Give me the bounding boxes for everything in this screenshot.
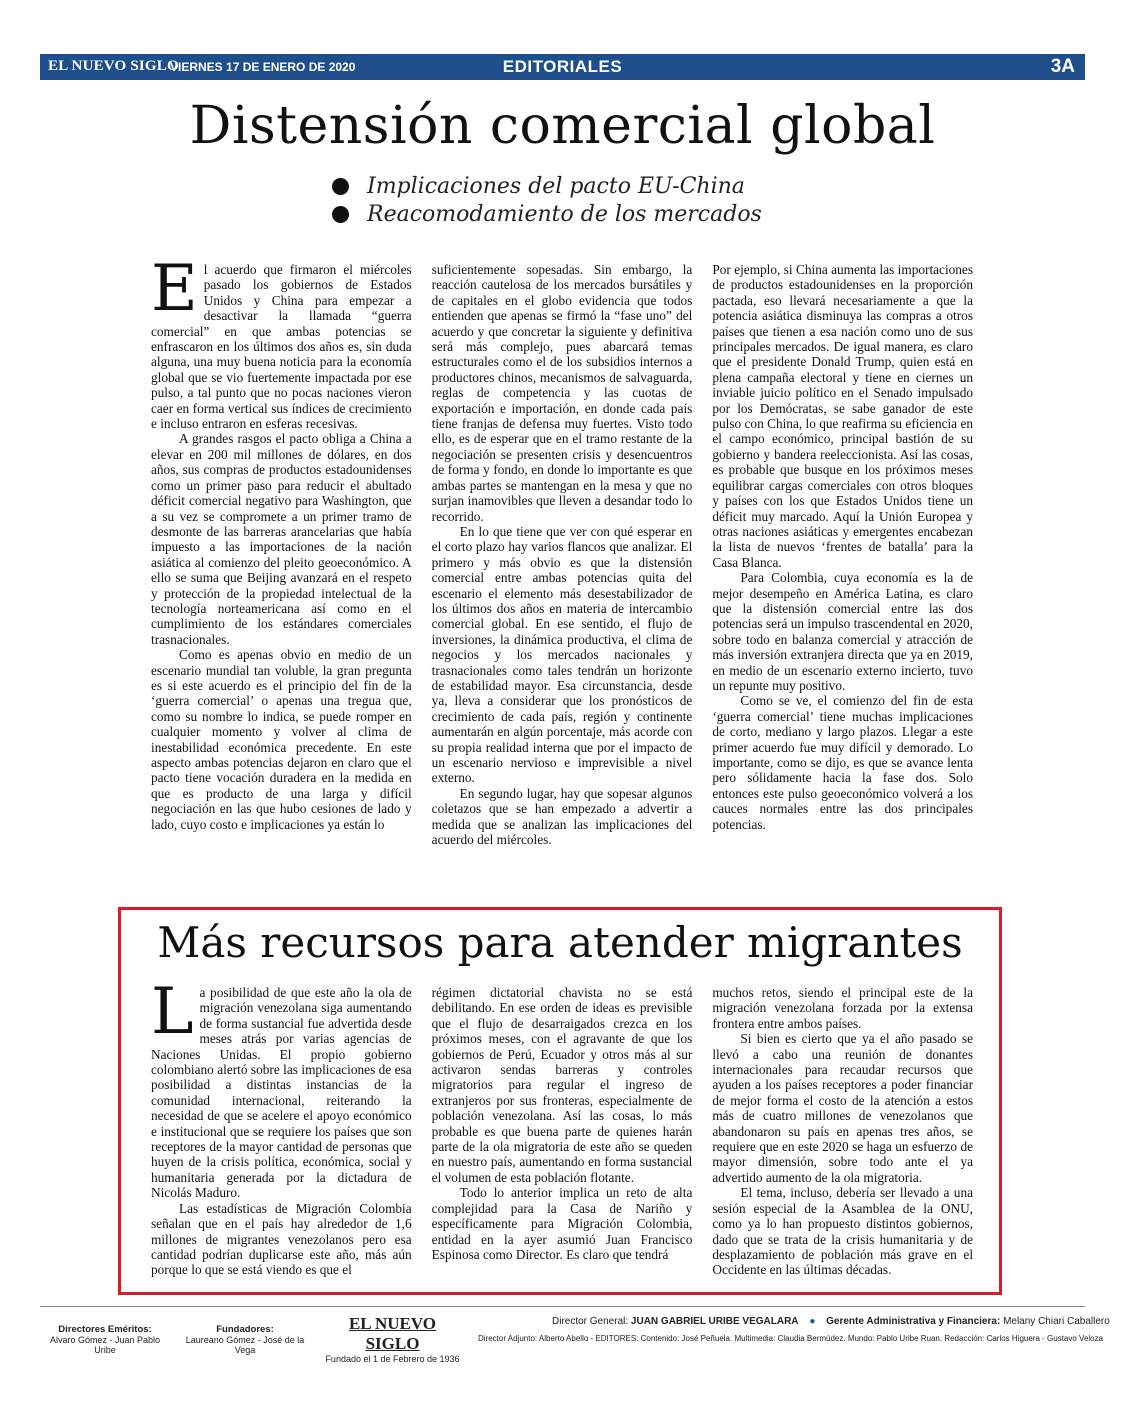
paragraph <box>151 975 412 1201</box>
article1-body <box>151 252 974 848</box>
kicker-item <box>332 172 762 200</box>
article1-column-3 <box>712 262 973 847</box>
masthead-brand: EL NUEVO SIGLO <box>48 58 179 74</box>
article2-column-1 <box>151 975 412 1278</box>
paragraph: Para Colombia, cuya economía es la de mejor desempeño en América Latina, es claro que la distensión comercial entre las dos potencias será un impulso trascendental en 2020, sobre todo en balanza comercial y atracción de más inversión extranjera directa que ya en 2019, en medio de un escenario externo incierto, tuvo un repunte muy positivo. <box>712 570 974 693</box>
paragraph-text: a posibilidad de que este año la ola de migración venezolana siga aumentando de forma sustancial fue advertida desde meses atrás por varias agencias de Naciones Unidas. El propio gobierno colombiano alertó sobre las implicaciones de esa posibilidad a distintas instancias de la comunidad internacional, reiterando la necesidad de que se acelere el apoyo económico e institucional que se requiere los países que son receptores de la mayor cantidad de personas que huyen de la crisis política, económica, social y humanitaria generada por la dictadura de Nicolás Maduro. <box>151 985 412 1201</box>
article1-kickers <box>332 172 762 228</box>
paragraph: suficientemente sopesadas. Sin embargo, la reacción cautelosa de los mercados bursátiles y de capitales en el globo evidencia que todos entienden que apenas se firmó la “fase uno” del acuerdo y que concretar la siguiente y definitiva será más complejo, pues abarcará temas estructurales como el de los subsidios internos a productores chinos, mecanismos de salvaguarda, reglas de competencia y las cuotas de exportación e importación, en donde cada país tiene franjas de defensa muy fuertes. Visto todo ello, es de esperar que en el tramo restante de la negociación se presenten crisis y desencuentros de forma y fondo, en donde lo importante es que ambas partes se mantengan en la mesa y que no surjan inamovibles que lleven a desandar todo lo recorrido. <box>431 262 693 524</box>
emeritos-title: Directores Eméritos: <box>58 1324 152 1335</box>
founded-date: Fundado el 1 de Febrero de 1936 <box>325 1354 460 1364</box>
bullet-icon <box>332 206 349 223</box>
fundadores-block <box>180 1324 310 1355</box>
paragraph <box>151 252 412 432</box>
paragraph: Como se ve, el comienzo del fin de esta ‘guerra comercial’ tiene muchas implicaciones de corto, mediano y largo plazos. Llegar a este primer acuerdo fue muy difícil y demorado. Lo importante, como se dijo, es que se avance lenta pero sólidamente hacia la fase dos. Solo entonces este pulso geoeconómico volverá a los cauces normales entre las dos principales potencias. <box>712 693 974 832</box>
kicker-text: Reacomodamiento de los mercados <box>367 201 762 227</box>
director-line <box>552 1316 1110 1327</box>
gerente-name: Melany Chiari Caballero <box>1003 1316 1110 1327</box>
paragraph: régimen dictatorial chavista no se está debilitando. En ese orden de ideas es previsible que el flujo de desarraigados crezca en los próximos meses, con el agravante de que los gobiernos de Perú, Ecuador y otros más al sur activaron sendas barreras y controles migratorios para regular el ingreso de extranjeros por sus fronteras, especialmente de población venezolana. Así las cosas, lo más probable es que buena parte de quienes harán parte de la ola migratoria de este año se queden en nuestro país, aumentando en forma sustancial el volumen de esta población flotante. <box>431 985 693 1185</box>
article1-column-1 <box>151 252 412 847</box>
paragraph: Como es apenas obvio en medio de un escenario mundial tan voluble, la gran pregunta es si este acuerdo es el principio del fin de la ‘guerra comercial’ o apenas una tregua que, como su nombre lo indica, se puede romper en cualquier momento y volver al clima de inestabilidad económica precedente. En este aspecto ambas potencias dejaron en claro que el pacto tiene vocación duradera en la medida en que es producto de una larga y difícil negociación en las que hubo cesiones de lado y lado, cuyo costo e implicaciones ya están lo <box>151 647 412 832</box>
kicker-item <box>332 200 762 228</box>
kicker-text: Implicaciones del pacto EU-China <box>367 173 745 199</box>
paragraph: En segundo lugar, hay que sopesar algunos coletazos que se han empezado a advertir a medida que se analizan las implicaciones del acuerdo del miércoles. <box>431 785 693 848</box>
page-number: 3A <box>1050 56 1075 77</box>
footer-credits <box>40 1312 1110 1364</box>
staff-line: Director Adjunto: Alberto Abello - EDITORES: Contenido: José Peñuela. Multimedia: Claudia Bermúdez. Mundo: Pablo Uribe Ruan. Redacción: Carlos Higuera - Gustavo Veloza <box>478 1334 1104 1343</box>
paragraph-text: l acuerdo que firmaron el miércoles pasado los gobiernos de Estados Unidos y China para empezar a desactivar la llamada “guerra comercial” en que ambas potencias se enfrascaron en los últimos dos años es, sin duda alguna, una muy buena noticia para la economía global que se vio fuertemente impactada por ese pulso, a tal punto que no pocas naciones vieron caer en forma vertical sus índices de crecimiento e incluso entraron en esferas recesivas. <box>151 262 412 432</box>
paragraph: Las estadísticas de Migración Colombia señalan que en el país hay alrededor de 1,6 millones de migrantes venezolanos pero esa cantidad podrían duplicarse este año, más aún porque lo que se está viendo es que el <box>151 1200 412 1278</box>
director-label: Director General: <box>552 1316 629 1327</box>
fundadores-names: Laureano Gómez - José de la Vega <box>185 1335 305 1355</box>
article2-column-2 <box>432 985 693 1278</box>
article2-body <box>151 975 974 1278</box>
bullet-icon <box>332 178 349 195</box>
article2-headline: Más recursos para atender migrantes <box>157 918 963 967</box>
article1-headline: Distensión comercial global <box>189 96 936 156</box>
drop-cap: L <box>151 975 194 1049</box>
paragraph: Por ejemplo, si China aumenta las importaciones de productos estadounidenses en la proporción pactada, eso llevará necesariamente a que la potencia asiática disminuya las compras a otros países que tienen a esa nación como uno de sus principales mercados. De igual manera, es claro que el presidente Donald Trump, quien está en plena campaña electoral y tiene en ciernes un inviable juicio político en el Senado impulsado por los Demócratas, se sabe ganador de este pulso con China, lo que reafirma su eficiencia en el campo económico, principal bastión de su gobierno y bandera reeleccionista. Así las cosas, es probable que busque en los próximos meses equilibrar cargas comerciales con otros bloques y países con los que Estados Unidos tiene un déficit muy marcado. Aquí la Unión Europea y otras naciones asiáticas y emergentes encabezan la lista de nuevos ‘frentes de batalla’ para la Casa Blanca. <box>712 262 974 570</box>
drop-cap: E <box>151 252 198 326</box>
footer-logo-block <box>325 1314 460 1364</box>
paragraph: En lo que tiene que ver con qué esperar en el corto plazo hay varios flancos que analizar. El primero y más obvio es que la distensión comercial entre ambas potencias quita del escenario el elemento más desestabilizador de los últimos dos años en materia de intercambio comercial global. En ese sentido, el flujo de inversiones, la dinámica productiva, el clima de negocios y los mercados nacionales y trasnacionales como tales tendrán un horizonte de estabilidad mayor. Esa circunstancia, desde ya, lleva a considerar que los pronósticos de crecimiento de cada país, región y continente aumentarán en algún porcentaje, más acorde con su propia realidad interna que por el impacto de un escenario nervioso e imprevisible a nivel externo. <box>431 523 693 786</box>
gerente-label: Gerente Administrativa y Financiera: <box>826 1316 1001 1327</box>
paragraph: El tema, incluso, debería ser llevado a una sesión especial de la Asamblea de la ONU, como ya lo han propuesto distintos gobiernos, dado que se trata de la crisis humanitaria y de desplazamiento de población más grave en el Occidente en las últimas décadas. <box>712 1185 974 1278</box>
paragraph: Todo lo anterior implica un reto de alta complejidad para la Casa de Nariño y específicamente para Migración Colombia, entidad en la ayer asumió Juan Francisco Espinosa como Director. Es claro que tendrá <box>431 1185 693 1262</box>
issue-date: VIERNES 17 DE ENERO DE 2020 <box>170 60 356 74</box>
emeritos-names: Alvaro Gómez - Juan Pablo Uribe <box>49 1335 161 1355</box>
paragraph: Si bien es cierto que ya el año pasado se llevó a cabo una reunión de donantes internacionales para recaudar recursos que ayuden a los países receptores a poder financiar de mejor forma el costo de la atención a estos más de cuatro millones de venezolanos que abandonaron su país en apenas tres años, se requiere que en este 2020 se haga un esfuerzo de mayor dimensión, sobre todo ante el ya advertido aumento de la ola migratoria. <box>712 1031 974 1185</box>
fundadores-title: Fundadores: <box>216 1324 274 1335</box>
paragraph: muchos retos, siendo el principal este de la migración venezolana forzada por la extensa frontera entre ambos países. <box>712 985 974 1031</box>
director-name: JUAN GABRIEL URIBE VEGALARA <box>630 1316 799 1327</box>
bullet-icon: ● <box>809 1316 816 1327</box>
section-title: EDITORIALES <box>502 57 623 76</box>
article2-column-3 <box>712 985 973 1278</box>
article1-column-2 <box>432 262 693 847</box>
footer-logo: EL NUEVO SIGLO <box>348 1314 437 1353</box>
masthead-bar <box>40 54 1085 80</box>
paragraph: A grandes rasgos el pacto obliga a China a elevar en 200 mil millones de dólares, en dos años, sus compras de productos estadounidenses como un primer paso para reducir el abultado déficit comercial negativo para Washington, que a su vez se compromete a un primer tramo de desmonte de las barreras arancelarias que había impuesto a las importaciones de la nación asiática al comienzo del pleito geoeconómico. A ello se suma que Beijing avanzará en el respeto y protección de la propiedad intelectual de la tecnología norteamericana así como en el cumplimiento de los estándares comerciales trasnacionales. <box>151 431 412 647</box>
emeritos-block <box>40 1324 170 1355</box>
footer-divider <box>40 1306 1085 1307</box>
